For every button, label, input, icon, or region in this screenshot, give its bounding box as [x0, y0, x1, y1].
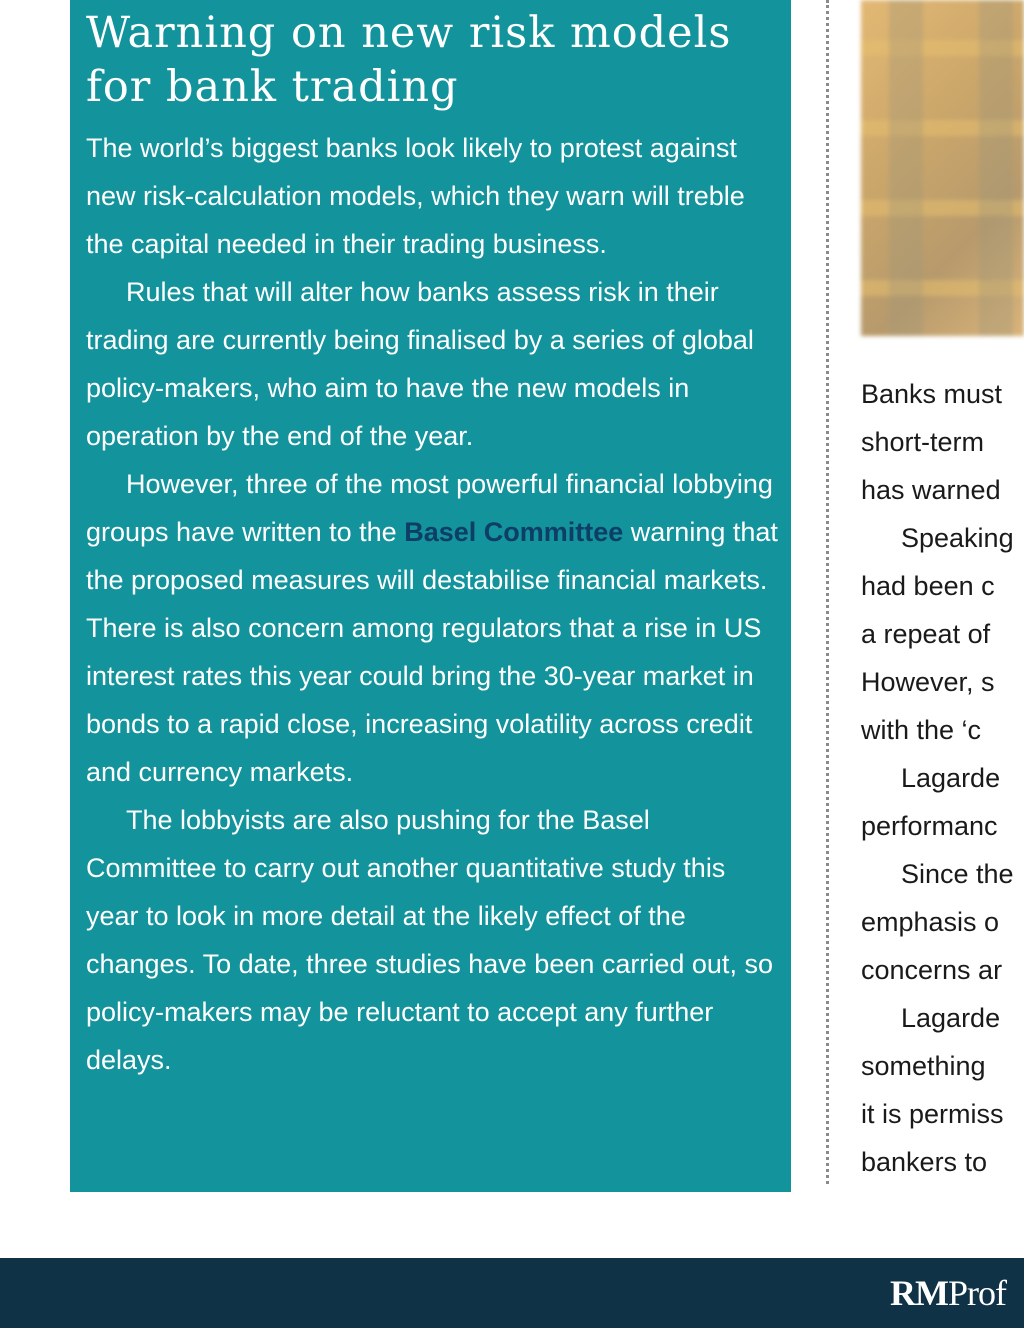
- right-line: However, s: [861, 667, 995, 697]
- article-paragraph-2: Rules that will alter how banks assess risk in their trading are currently being finalised by a series of global policy-makers, who aim to have the new models in operation by the end of the year.: [86, 277, 754, 451]
- right-line: Banks must: [861, 379, 1003, 409]
- right-column-text: [861, 370, 1024, 1186]
- right-line: with the ‘c: [861, 715, 982, 745]
- logo-rest: Prof: [947, 1273, 1006, 1313]
- right-line: had been c: [861, 571, 995, 601]
- right-line: short-term: [861, 427, 985, 457]
- paragraph-3-end: warning that the proposed measures will destabilise financial markets. There is also concern among regulators that a rise in US interest rates this year could bring the 30-year market in bonds to a rapid close, increasing volatility across credit and currency markets.: [86, 517, 778, 787]
- right-line: concerns ar: [861, 955, 1003, 985]
- article-paragraph-4: The lobbyists are also pushing for the Basel Committee to carry out another quantitative study this year to look in more detail at the likely effect of the changes. To date, three studies have been carried out, so policy-makers may be reluctant to accept any further delays.: [86, 805, 773, 1075]
- column-divider: [826, 0, 829, 1184]
- page-footer: [0, 1258, 1024, 1328]
- article-paragraph-1: The world’s biggest banks look likely to protest against new risk-calculation models, which they warn will treble the capital needed in their trading business.: [86, 133, 745, 259]
- publication-logo: [890, 1272, 1006, 1314]
- article-body: [86, 124, 779, 1084]
- right-line: a repeat of: [861, 619, 991, 649]
- article-headline: Warning on new risk models for bank trading: [86, 8, 732, 112]
- right-line: bankers to: [861, 1147, 988, 1177]
- basel-committee-link[interactable]: Basel Committee: [404, 517, 624, 547]
- right-line: emphasis o: [861, 907, 1000, 937]
- right-line: has warned: [861, 475, 1001, 505]
- article-photo: [861, 0, 1024, 336]
- right-line: performanc: [861, 811, 998, 841]
- logo-bold: RM: [890, 1273, 948, 1313]
- right-line: it is permiss: [861, 1099, 1004, 1129]
- right-line: Since the: [901, 859, 1014, 889]
- article-paragraph-3: [86, 460, 779, 796]
- right-line: Lagarde: [901, 763, 1001, 793]
- right-line: something: [861, 1051, 986, 1081]
- article-box: [70, 0, 791, 1192]
- right-line: Lagarde: [901, 1003, 1001, 1033]
- right-line: Speaking: [901, 523, 1014, 553]
- paragraph-3-start: However, three of the most powerful financial lobbying groups have written to the: [86, 469, 773, 547]
